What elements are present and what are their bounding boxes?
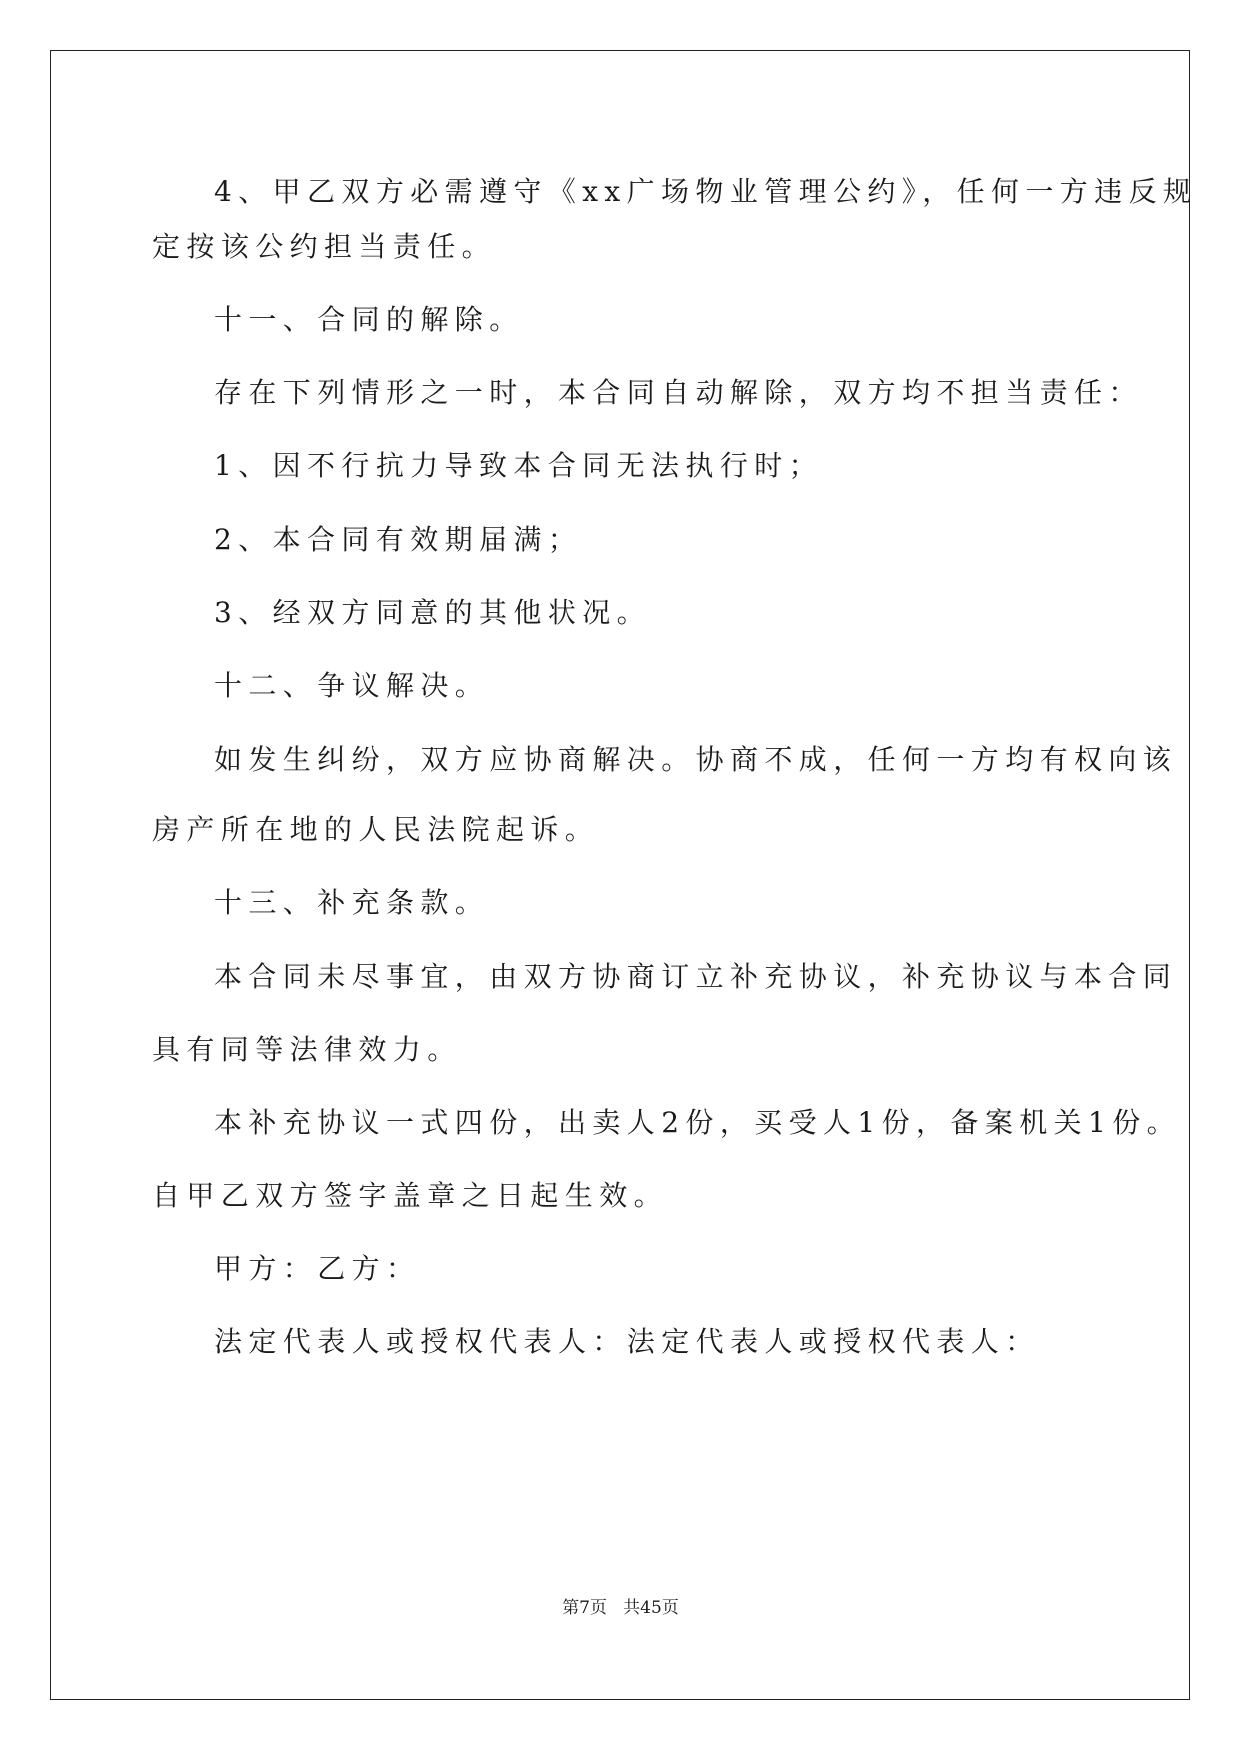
page-number: 第7页 共45页 bbox=[562, 1598, 679, 1618]
body-line-1: 4、甲乙双方必需遵守《xx广场物业管理公约》，任何一方违反规 bbox=[214, 175, 1198, 208]
signature-representatives: 法定代表人或授权代表人：法定代表人或授权代表人： bbox=[214, 1325, 1040, 1358]
body-line-4: 存在下列情形之一时，本合同自动解除，双方均不担当责任： bbox=[214, 376, 1143, 409]
list-item-2: 2、本合同有效期届满； bbox=[214, 523, 583, 556]
body-line-12: 本合同未尽事宜，由双方协商订立补充协议，补充协议与本合同 bbox=[214, 960, 1178, 993]
section-heading-11: 十一、合同的解除。 bbox=[214, 303, 524, 336]
body-line-15: 自甲乙双方签字盖章之日起生效。 bbox=[152, 1179, 669, 1212]
body-line-10: 房产所在地的人民法院起诉。 bbox=[152, 813, 600, 846]
body-line-13: 具有同等法律效力。 bbox=[152, 1033, 462, 1066]
body-line-14: 本补充协议一式四份，出卖人2份，买受人1份，备案机关1份。 bbox=[214, 1106, 1182, 1139]
list-item-3: 3、经双方同意的其他状况。 bbox=[214, 596, 652, 629]
section-heading-13: 十三、补充条款。 bbox=[214, 886, 490, 919]
page-border bbox=[50, 50, 1190, 1700]
signature-parties: 甲方：乙方： bbox=[214, 1252, 421, 1285]
section-heading-12: 十二、争议解决。 bbox=[214, 669, 490, 702]
body-line-2: 定按该公约担当责任。 bbox=[152, 230, 497, 263]
body-line-9: 如发生纠纷，双方应协商解决。协商不成，任何一方均有权向该 bbox=[214, 743, 1178, 776]
list-item-1: 1、因不行抗力导致本合同无法执行时； bbox=[214, 449, 824, 482]
